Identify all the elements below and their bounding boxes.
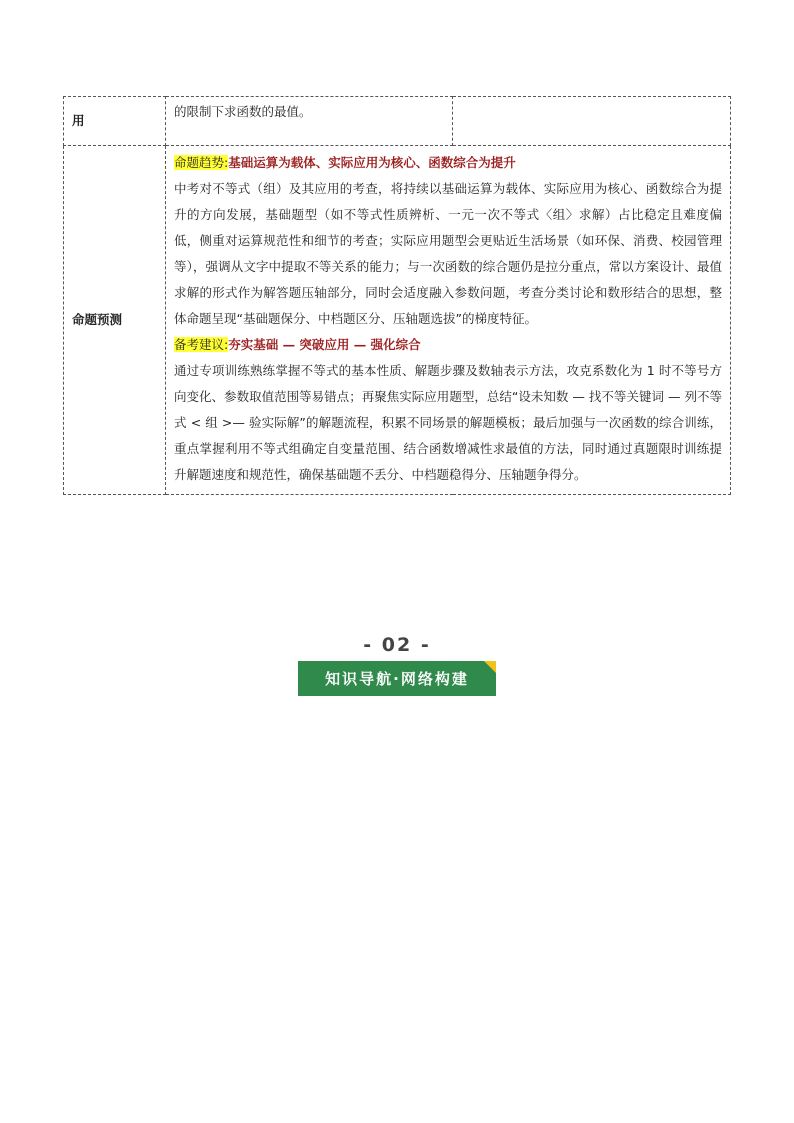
- advice-body: 通过专项训练熟练掌握不等式的基本性质、解题步骤及数轴表示方法，攻克系数化为 1 时不等号方向变化、参数取值范围等易错点；再聚焦实际应用题型，总结“设未知数 — 找不等关键词 — 列不等式 < 组 >— 验实际解”的解题流程，积累不同场景的解题模板；最后加强与一次函数的综合训练，重点掌握利用不等式组确定自变量范围、结合函数增减性求最值的方法，同时通过真题限时训练提升解题速度和规范性，确保基础题不丢分、中档题稳得分、压轴题争得分。: [174, 363, 722, 482]
- advice-title: 夯实基础 — 突破应用 — 强化综合: [228, 337, 421, 352]
- row-label: 命题预测: [64, 146, 166, 495]
- banner-title: 知识导航·网络构建: [325, 670, 469, 688]
- prediction-table: [63, 96, 731, 495]
- trend-tag: 命题趋势:: [174, 155, 229, 170]
- advice-tag: 备考建议:: [174, 337, 229, 352]
- section-banner: [298, 661, 496, 696]
- banner-corner-decoration: [484, 661, 496, 673]
- trend-body: 中考对不等式（组）及其应用的考查，将持续以基础运算为载体、实际应用为核心、函数综合为提升的方向发展，基础题型（如不等式性质辨析、一元一次不等式〈组〉求解）占比稳定且难度偏低，侧重对运算规范性和细节的考查；实际应用题型会更贴近生活场景（如环保、消费、校园管理等），强调从文字中提取不等关系的能力；与一次函数的综合题仍是拉分重点，常以方案设计、最值求解的形式作为解答题压轴部分，同时会适度融入参数问题，考查分类讨论和数形结合的思想，整体命题呈现“基础题保分、中档题区分、压轴题选拔”的梯度特征。: [174, 181, 722, 326]
- page-number: - 02 -: [363, 634, 431, 656]
- prediction-content: [166, 146, 731, 495]
- advice-heading: [174, 332, 722, 358]
- table-row: [64, 97, 731, 146]
- trend-title: 基础运算为载体、实际应用为核心、函数综合为提升: [228, 155, 516, 170]
- row-label: 用: [64, 97, 166, 146]
- table-row: [64, 146, 731, 495]
- cell-empty: [453, 97, 731, 146]
- trend-heading: [174, 150, 722, 176]
- cell-text: 的限制下求函数的最值。: [166, 97, 453, 146]
